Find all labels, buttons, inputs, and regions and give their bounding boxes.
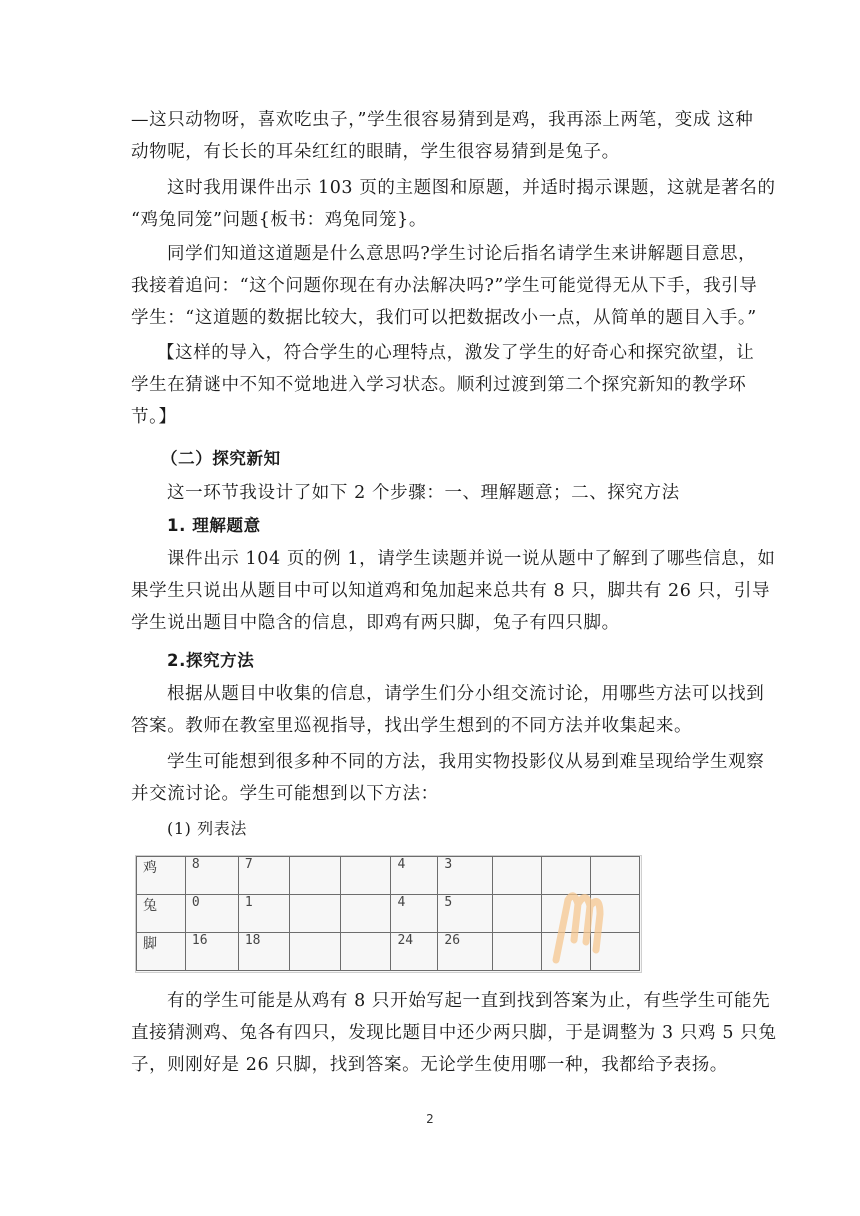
- row-label: 脚: [137, 933, 186, 971]
- text-line: 我接着追问：“这个问题你现在有办法解决吗?”学生可能觉得无从下手，我引导: [131, 276, 758, 296]
- table-cell: [340, 895, 391, 933]
- text-line: 学生可能想到很多种不同的方法，我用实物投影仪从易到难呈现给学生观察: [167, 752, 765, 772]
- table-cell: 16: [185, 933, 238, 971]
- table-cell: 4: [391, 857, 438, 895]
- table-cell: 7: [238, 857, 289, 895]
- table-cell: 1: [238, 895, 289, 933]
- table-cell: [542, 933, 591, 971]
- text-line: 有的学生可能是从鸡有 8 只开始写起一直到找到答案为止，有些学生可能先: [167, 991, 771, 1011]
- table-cell: [289, 895, 340, 933]
- table-cell: [493, 933, 542, 971]
- paragraph-topic: [131, 172, 776, 236]
- table-cell: 3: [438, 857, 493, 895]
- text-line: 节。】: [131, 407, 177, 427]
- table-cell: [340, 933, 391, 971]
- text-line: 学生说出题目中隐含的信息，即鸡有两只脚，兔子有四只脚。: [131, 613, 620, 633]
- chicken-rabbit-table-image: [135, 855, 642, 973]
- table-cell: 26: [438, 933, 493, 971]
- table-cell: [340, 857, 391, 895]
- page-number: 2: [426, 1112, 434, 1126]
- paragraph-methods-intro: [131, 746, 767, 810]
- text-line: —这只动物呀，喜欢吃虫子，”学生很容易猜到是鸡，我再添上两笔，变成 这种: [131, 110, 754, 130]
- row-label: 鸡: [137, 857, 186, 895]
- chicken-rabbit-table: [136, 856, 640, 971]
- text-line: 学生在猜谜中不知不觉地进入学习状态。顺利过渡到第二个探究新知的教学环: [131, 375, 747, 395]
- text-line: 根据从题目中收集的信息，请学生们分小组交流讨论，用哪些方法可以找到: [167, 684, 765, 704]
- table-row: [137, 857, 640, 895]
- table-cell: [591, 857, 640, 895]
- table-cell: [591, 933, 640, 971]
- text-line: “鸡兔同笼”问题{板书：鸡兔同笼}。: [131, 210, 427, 230]
- text-line: 课件出示 104 页的例 1，请学生读题并说一说从题中了解到了哪些信息，如: [167, 549, 776, 569]
- table-cell: [493, 857, 542, 895]
- subheading-method: 2.探究方法: [167, 651, 255, 670]
- table-cell: [542, 857, 591, 895]
- text-line: 答案。教师在教室里巡视指导，找出学生想到的不同方法并收集起来。: [131, 716, 693, 736]
- subheading-understand: 1. 理解题意: [167, 516, 261, 535]
- table-cell: [289, 857, 340, 895]
- table-row: [137, 933, 640, 971]
- table-cell: [289, 933, 340, 971]
- text-line: 【这样的导入，符合学生的心理特点，激发了学生的好奇心和探究欲望，让: [157, 343, 755, 363]
- table-cell: 24: [391, 933, 438, 971]
- row-label: 兔: [137, 895, 186, 933]
- table-cell: 4: [391, 895, 438, 933]
- table-row: [137, 895, 640, 933]
- text-line: 这时我用课件出示 103 页的主题图和原题，并适时揭示课题，这就是著名的: [167, 178, 776, 198]
- table-cell: 5: [438, 895, 493, 933]
- table-cell: [591, 895, 640, 933]
- text-line: 果学生只说出从题目中可以知道鸡和兔加起来总共有 8 只，脚共有 26 只，引导: [131, 581, 771, 601]
- paragraph-example: [131, 543, 776, 639]
- paragraph-question: [131, 238, 767, 334]
- text-line: 同学们知道这道题是什么意思吗?学生讨论后指名请学生来讲解题目意思，: [167, 244, 757, 264]
- section-heading-explore: （二）探究新知: [161, 449, 281, 468]
- text-line: 动物呢，有长长的耳朵红红的眼睛，学生很容易猜到是兔子。: [131, 142, 620, 162]
- paragraph-commentary: [131, 337, 757, 433]
- table-cell: 18: [238, 933, 289, 971]
- paragraph-steps: 这一环节我设计了如下 2 个步骤：一、理解题意；二、探究方法: [167, 483, 680, 503]
- list-method-table: (1) 列表法: [167, 819, 247, 838]
- table-cell: 8: [185, 857, 238, 895]
- text-line: 并交流讨论。学生可能想到以下方法：: [131, 784, 439, 804]
- table-cell: [493, 895, 542, 933]
- text-line: 直接猜测鸡、兔各有四只，发现比题目中还少两只脚，于是调整为 3 只鸡 5 只兔: [131, 1023, 777, 1043]
- paragraph-riddle: [131, 104, 754, 168]
- paragraph-discussion: [131, 678, 767, 742]
- text-line: 学生：“这道题的数据比较大，我们可以把数据改小一点，从简单的题目入手。”: [131, 308, 757, 328]
- text-line: 子，则刚好是 26 只脚，找到答案。无论学生使用哪一种，我都给予表扬。: [131, 1055, 728, 1075]
- table-cell: 0: [185, 895, 238, 933]
- paragraph-conclusion: [131, 985, 777, 1081]
- table-cell: [542, 895, 591, 933]
